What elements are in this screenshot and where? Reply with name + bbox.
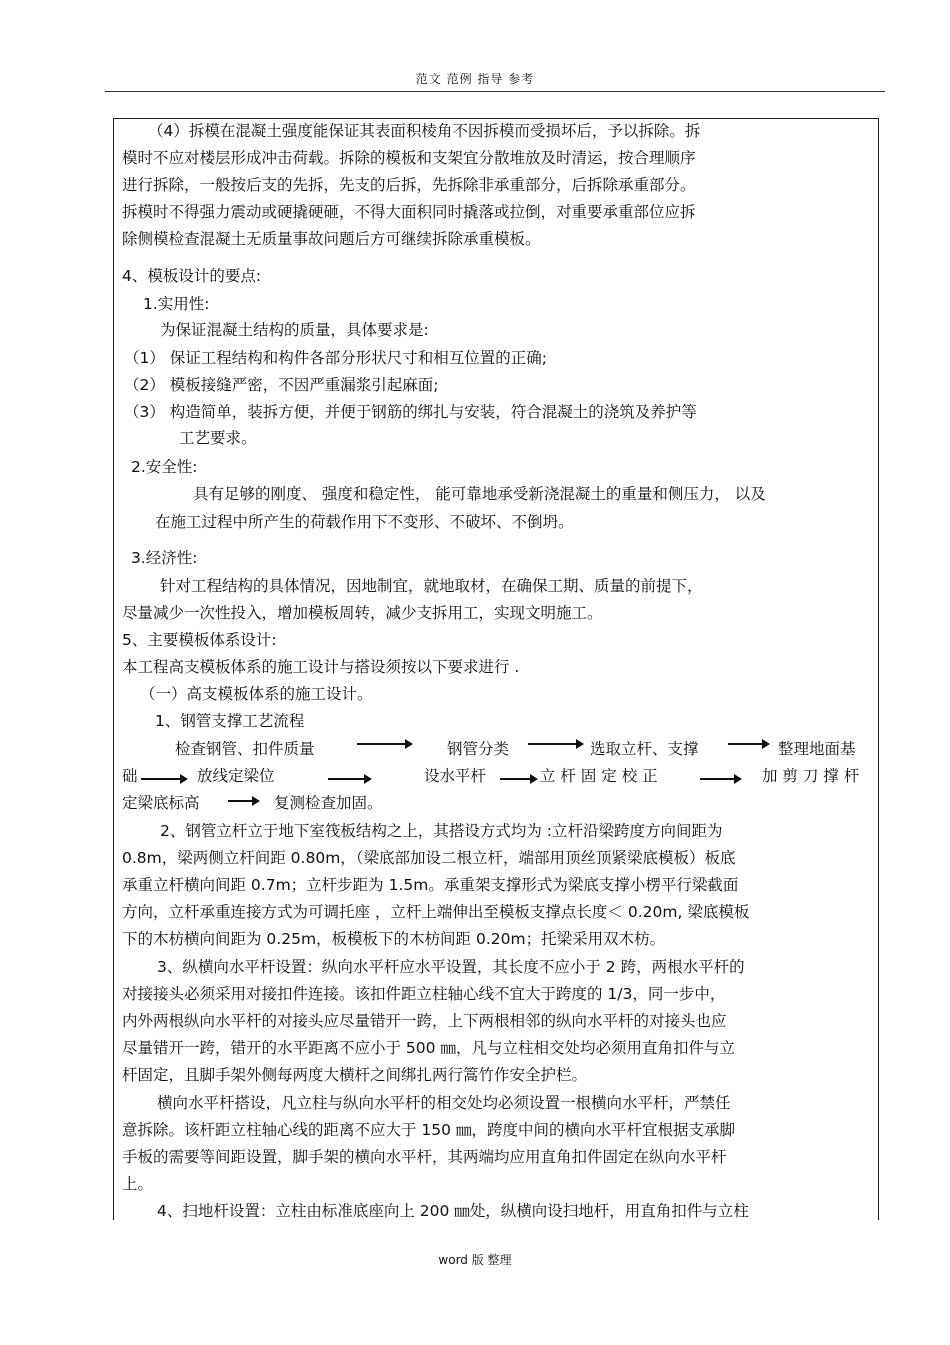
text-line: 内外两根纵向水平杆的对接头应尽量错开一跨，上下两根相邻的纵向水平杆的对接头也应 [122, 1012, 727, 1030]
header-divider [105, 91, 885, 92]
text-line: 4、扫地杆设置：立柱由标准底座向上 200 ㎜处，纵横向设扫地杆，用直角扣件与立柱 [157, 1202, 749, 1220]
list-item: （2） 模板接缝严密，不因严重漏浆引起麻面; [124, 376, 439, 394]
flow-arrow-icon [728, 743, 768, 745]
section-heading: 5、主要模板体系设计: [122, 631, 277, 649]
flow-arrow-icon [700, 778, 740, 780]
page-footer: word 版 整理 [438, 1253, 512, 1267]
text-line: 尽量错开一跨，错开的水平距离不应小于 500 ㎜，凡与立柱相交处均必须用直角扣件与立 [122, 1039, 735, 1057]
text-line: 横向水平杆搭设，凡立柱与纵向水平杆的相交处均必须设置一根横向水平杆，严禁任 [157, 1094, 731, 1112]
text-line: 杆固定，且脚手架外侧每两度大横杆之间绑扎两行篙竹作安全护栏。 [122, 1066, 588, 1084]
flow-step: 设水平杆 [424, 767, 487, 785]
flow-step: 整理地面基 [778, 740, 856, 758]
subheading: 1、钢管支撑工艺流程 [155, 712, 305, 730]
flow-arrow-icon [328, 778, 370, 780]
flow-step: 加 剪 刀 撑 杆 [762, 767, 860, 785]
list-item: （1） 保证工程结构和构件各部分形状尺寸和相互位置的正确; [124, 349, 548, 367]
text-line: 拆模时不得强力震动或硬撬硬砸，不得大面积同时撬落或拉倒，对重要承重部位应拆 [122, 203, 696, 221]
text-line: 针对工程结构的具体情况，因地制宜，就地取材，在确保工期、质量的前提下， [160, 577, 703, 595]
text-line: 2、钢管立杆立于地下室筏板结构之上，其搭设方式均为 :立杆沿梁跨度方向间距为 [160, 822, 723, 840]
flow-arrow-icon [500, 778, 536, 780]
text-line: 下的木枋横向间距为 0.25m，板模板下的木枋间距 0.20m；托梁采用双木枋。 [122, 930, 666, 948]
flow-step: 钢管分类 [447, 740, 510, 758]
flow-step: 础 [122, 767, 138, 785]
text-line: 手板的需要等间距设置，脚手架的横向水平杆，其两端均应用直角扣件固定在纵向水平杆 [122, 1148, 727, 1166]
flow-step: 放线定梁位 [197, 767, 275, 785]
text-line: 在施工过程中所产生的荷载作用下不变形、不破坏、不倒坍。 [155, 513, 574, 531]
text-line: 进行拆除，一般按后支的先拆，先支的后拆，先拆除非承重部分，后拆除承重部分。 [122, 176, 696, 194]
text-line: 模时不应对楼层形成冲击荷载。拆除的模板和支架宜分散堆放及时清运，按合理顺序 [122, 149, 696, 167]
flow-step: 选取立杆、支撑 [590, 740, 699, 758]
text-line: 具有足够的刚度、 强度和稳定性， 能可靠地承受新浇混凝土的重量和侧压力， 以及 [193, 485, 766, 503]
subheading: （一）高支模板体系的施工设计。 [140, 685, 373, 703]
text-line: 尽量减少一次性投入，增加模板周转，减少支拆用工，实现文明施工。 [122, 604, 603, 622]
flow-step: 复测检查加固。 [274, 794, 383, 812]
subheading: 1.实用性: [143, 295, 210, 313]
flow-arrow-icon [141, 778, 186, 780]
text-line: 0.8m，梁两侧立杆间距 0.80m，（梁底部加设二根立杆，端部用顶丝顶紧梁底模板）板底 [122, 849, 736, 867]
flow-step: 定梁底标高 [122, 794, 200, 812]
flow-arrow-icon [228, 800, 258, 802]
page-header: 范文 范例 指导 参考 [415, 72, 535, 86]
flow-step: 立 杆 固 定 校 正 [540, 767, 658, 785]
text-line: 本工程高支模板体系的施工设计与搭设须按以下要求进行 . [122, 658, 520, 676]
text-line: 工艺要求。 [179, 429, 257, 447]
subheading: 2.安全性: [131, 458, 198, 476]
subheading: 3.经济性: [131, 549, 198, 567]
text-line: 意拆除。该杆距立柱轴心线的距离不应大于 150 ㎜，跨度中间的横向水平杆宜根据支承脚 [122, 1121, 735, 1139]
text-line: （4）拆模在混凝土强度能保证其表面积棱角不因拆模而受损坏后，予以拆除。拆 [148, 122, 701, 140]
text-line: 3、纵横向水平杆设置：纵向水平杆应水平设置，其长度不应小于 2 跨，两根水平杆的 [157, 958, 745, 976]
flow-arrow-icon [528, 743, 582, 745]
text-line: 除侧模检查混凝土无质量事故问题后方可继续拆除承重模板。 [122, 230, 541, 248]
flow-step: 检查钢管、扣件质量 [175, 740, 315, 758]
text-line: 上。 [122, 1175, 154, 1193]
list-item: （3） 构造简单，装拆方便，并便于钢筋的绑扎与安装，符合混凝土的浇筑及养护等 [124, 403, 697, 421]
text-line: 对接接头必须采用对接扣件连接。该扣件距立柱轴心线不宜大于跨度的 1/3，同一步中， [122, 985, 726, 1003]
section-heading: 4、模板设计的要点: [122, 267, 262, 285]
text-line: 方向，立杆承重连接方式为可调托座 ，立杆上端伸出至模板支撑点长度＜ 0.20m, 梁底模板 [122, 903, 750, 921]
text-line: 为保证混凝土结构的质量，具体要求是: [160, 321, 429, 339]
text-line: 承重立杆横向间距 0.7m；立杆步距为 1.5m。承重架支撑形式为梁底支撑小楞平行梁截面 [122, 876, 739, 894]
flow-arrow-icon [357, 743, 411, 745]
